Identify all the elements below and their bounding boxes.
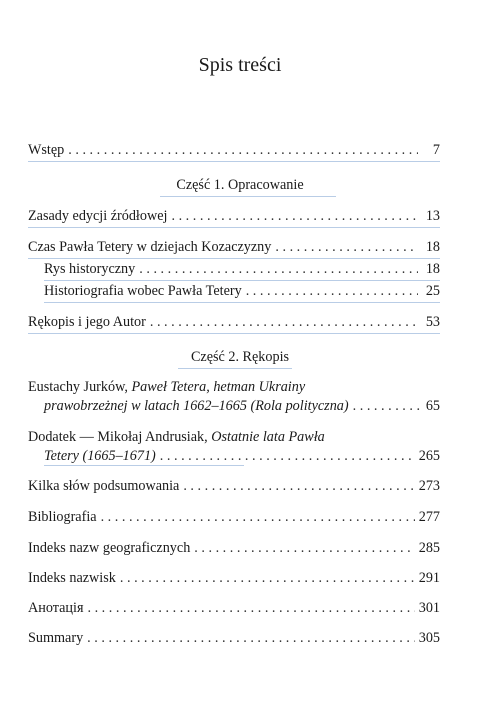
part-heading-2[interactable]	[0, 349, 480, 366]
link-underline	[44, 465, 244, 466]
toc-entry-title-cont: prawobrzeżnej w latach 1662–1665 (Rola polityczna)	[44, 398, 349, 414]
toc-entry-label: Kilka słów podsumowania	[28, 478, 180, 494]
leader-dots	[87, 599, 414, 617]
link-underline	[44, 302, 440, 303]
toc-entry-label: Indeks nazwisk	[28, 570, 116, 586]
toc-entry-anotacja[interactable]	[28, 599, 440, 617]
toc-page-number: 285	[418, 540, 440, 556]
link-underline	[178, 368, 292, 369]
page-title: Spis treści	[198, 54, 282, 76]
toc-entry-label: Анотація	[28, 600, 84, 616]
toc-entry-label: Rękopis i jego Autor	[28, 314, 146, 330]
toc-entry-bibliografia[interactable]	[28, 508, 440, 526]
toc-page-number: 18	[425, 239, 440, 255]
toc-page-number: 13	[425, 208, 440, 224]
toc-page-number: 277	[418, 509, 440, 525]
leader-dots	[150, 313, 418, 331]
leader-dots	[275, 238, 418, 256]
leader-dots	[194, 539, 414, 557]
toc-entry-label: Historiografia wobec Pawła Tetery	[44, 283, 242, 299]
leader-dots	[171, 207, 418, 225]
toc-entry-title: Ostatnie lata Pawła	[211, 429, 325, 445]
toc-entry-label: Wstęp	[28, 142, 65, 158]
leader-dots	[139, 260, 418, 278]
toc-entry-label: Zasady edycji źródłowej	[28, 208, 168, 224]
part-heading-label: Część 1. Opracowanie	[176, 177, 304, 193]
toc-entry-jurkow[interactable]	[28, 378, 440, 416]
link-underline	[28, 227, 440, 228]
toc-page-number: 65	[425, 398, 440, 414]
link-underline	[44, 280, 440, 281]
toc-entry-zasady[interactable]	[28, 207, 440, 225]
toc-entry-title: Paweł Tetera, hetman Ukrainy	[131, 379, 306, 395]
toc-page-number: 273	[418, 478, 440, 494]
link-underline	[28, 161, 440, 162]
toc-page-number: 301	[418, 600, 440, 616]
toc-page-number: 53	[425, 314, 440, 330]
toc-entry-kilka[interactable]	[28, 477, 440, 495]
toc-page-number: 305	[418, 630, 440, 646]
link-underline	[28, 333, 440, 334]
toc-entry-czas[interactable]	[28, 238, 440, 256]
toc-entry-indeks-nazwisk[interactable]	[28, 569, 440, 587]
toc-page-number: 25	[425, 283, 440, 299]
toc-entry-dodatek[interactable]	[28, 428, 440, 466]
link-underline	[28, 258, 440, 259]
toc-page-number: 265	[418, 448, 440, 464]
toc-entry-label: Bibliografia	[28, 509, 97, 525]
leader-dots	[160, 447, 415, 466]
leader-dots	[87, 629, 415, 647]
toc-entry-title-cont: Tetery (1665–1671)	[44, 448, 156, 464]
leader-dots	[246, 282, 418, 300]
toc-entry-indeks-geo[interactable]	[28, 539, 440, 557]
toc-entry-label: Rys historyczny	[44, 261, 136, 277]
toc-page-number: 18	[425, 261, 440, 277]
toc-entry-rekopis-autor[interactable]	[28, 313, 440, 331]
toc-entry-label: Czas Pawła Tetery w dziejach Kozaczyzny	[28, 239, 272, 255]
leader-dots	[101, 508, 415, 526]
toc-entry-historiografia[interactable]	[44, 282, 440, 300]
toc-entry-rys[interactable]	[44, 260, 440, 278]
leader-dots	[183, 477, 414, 495]
toc-entry-wstep[interactable]	[28, 141, 440, 159]
toc-entry-author: Eustachy Jurków,	[28, 379, 132, 395]
link-underline	[160, 196, 336, 197]
leader-dots	[120, 569, 415, 587]
toc-page-number: 291	[418, 570, 440, 586]
part-heading-label: Część 2. Rękopis	[190, 349, 290, 365]
leader-dots	[68, 141, 418, 159]
toc-entry-author: Dodatek — Mikołaj Andrusiak,	[28, 429, 212, 445]
leader-dots	[353, 397, 422, 416]
part-heading-1[interactable]	[0, 177, 480, 194]
toc-entry-label: Summary	[28, 630, 84, 646]
toc-page-number: 7	[432, 142, 440, 158]
toc-entry-label: Indeks nazw geograficznych	[28, 540, 191, 556]
toc-entry-summary[interactable]	[28, 629, 440, 647]
